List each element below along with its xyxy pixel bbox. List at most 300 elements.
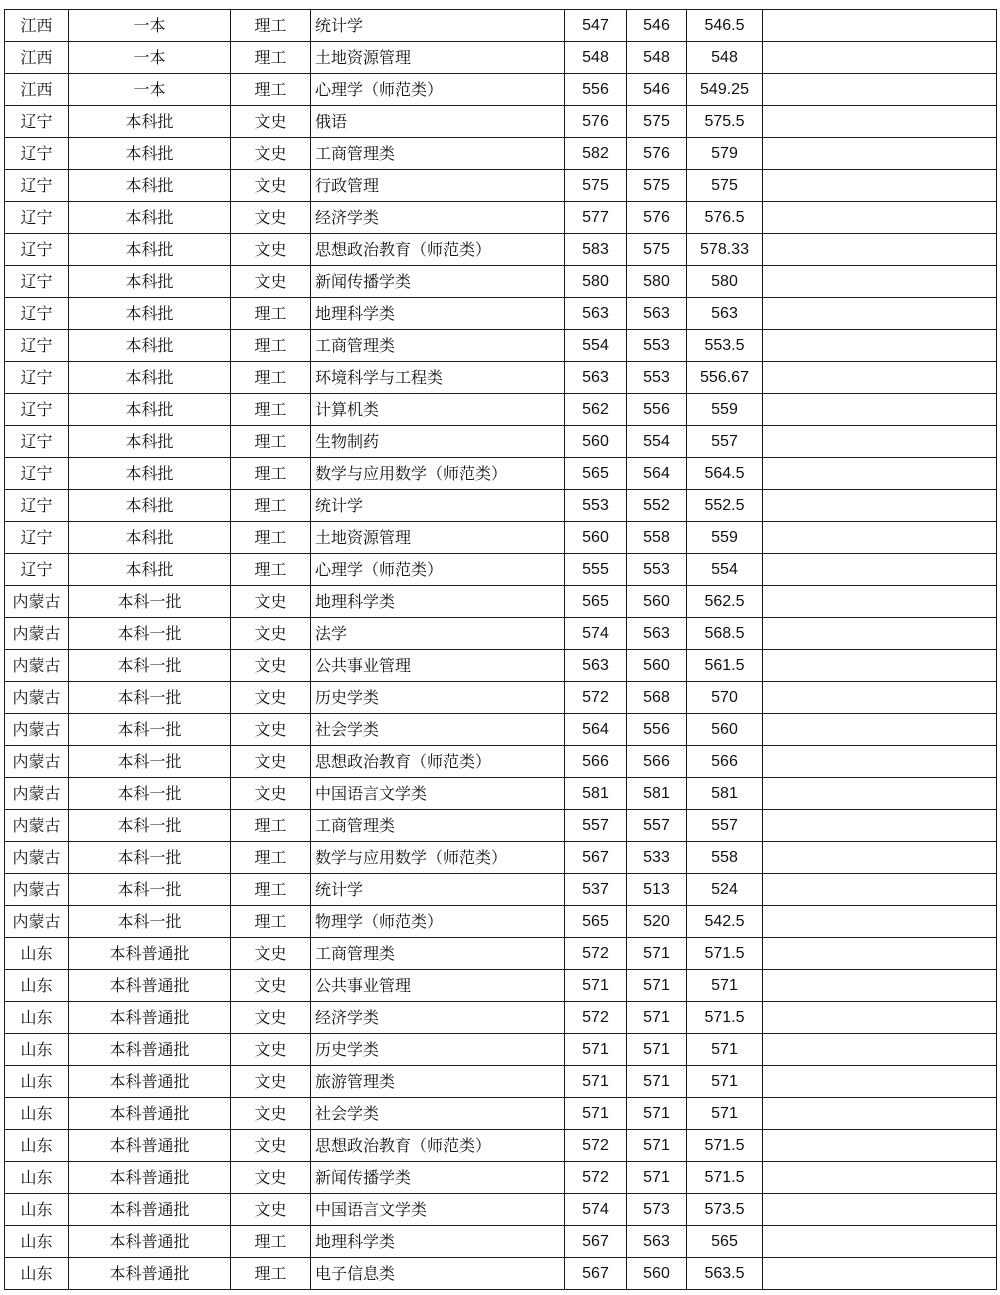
- note-cell: [763, 458, 997, 490]
- province-cell: 辽宁: [5, 298, 69, 330]
- category-cell: 文史: [231, 970, 311, 1002]
- major-cell: 心理学（师范类）: [311, 554, 565, 586]
- max-score-cell: 567: [565, 842, 627, 874]
- note-cell: [763, 1130, 997, 1162]
- batch-cell: 本科一批: [69, 650, 231, 682]
- category-cell: 文史: [231, 266, 311, 298]
- min-score-cell: 520: [627, 906, 687, 938]
- major-cell: 新闻传播学类: [311, 1162, 565, 1194]
- table-row: [5, 394, 997, 426]
- avg-score-cell: 524: [687, 874, 763, 906]
- major-cell: 工商管理类: [311, 810, 565, 842]
- category-cell: 文史: [231, 746, 311, 778]
- category-cell: 理工: [231, 906, 311, 938]
- min-score-cell: 571: [627, 938, 687, 970]
- max-score-cell: 574: [565, 1194, 627, 1226]
- major-cell: 计算机类: [311, 394, 565, 426]
- min-score-cell: 580: [627, 266, 687, 298]
- batch-cell: 本科批: [69, 522, 231, 554]
- note-cell: [763, 586, 997, 618]
- max-score-cell: 567: [565, 1258, 627, 1290]
- avg-score-cell: 571: [687, 970, 763, 1002]
- category-cell: 文史: [231, 650, 311, 682]
- max-score-cell: 572: [565, 1162, 627, 1194]
- table-body: [5, 10, 997, 1290]
- max-score-cell: 567: [565, 1226, 627, 1258]
- note-cell: [763, 810, 997, 842]
- table-row: [5, 1066, 997, 1098]
- major-cell: 心理学（师范类）: [311, 74, 565, 106]
- province-cell: 内蒙古: [5, 842, 69, 874]
- min-score-cell: 556: [627, 714, 687, 746]
- category-cell: 理工: [231, 330, 311, 362]
- avg-score-cell: 571: [687, 1098, 763, 1130]
- batch-cell: 本科批: [69, 394, 231, 426]
- max-score-cell: 571: [565, 1066, 627, 1098]
- max-score-cell: 571: [565, 970, 627, 1002]
- category-cell: 理工: [231, 490, 311, 522]
- min-score-cell: 571: [627, 1162, 687, 1194]
- category-cell: 文史: [231, 1130, 311, 1162]
- table-row: [5, 42, 997, 74]
- min-score-cell: 571: [627, 1130, 687, 1162]
- major-cell: 工商管理类: [311, 138, 565, 170]
- category-cell: 文史: [231, 106, 311, 138]
- major-cell: 思想政治教育（师范类）: [311, 1130, 565, 1162]
- note-cell: [763, 1226, 997, 1258]
- batch-cell: 本科一批: [69, 682, 231, 714]
- category-cell: 理工: [231, 1258, 311, 1290]
- table-row: [5, 714, 997, 746]
- min-score-cell: 571: [627, 1034, 687, 1066]
- avg-score-cell: 573.5: [687, 1194, 763, 1226]
- note-cell: [763, 906, 997, 938]
- province-cell: 辽宁: [5, 426, 69, 458]
- max-score-cell: 560: [565, 522, 627, 554]
- category-cell: 文史: [231, 938, 311, 970]
- table-row: [5, 938, 997, 970]
- table-row: [5, 1258, 997, 1290]
- max-score-cell: 572: [565, 938, 627, 970]
- min-score-cell: 564: [627, 458, 687, 490]
- major-cell: 电子信息类: [311, 1258, 565, 1290]
- min-score-cell: 560: [627, 650, 687, 682]
- note-cell: [763, 1034, 997, 1066]
- batch-cell: 本科一批: [69, 810, 231, 842]
- avg-score-cell: 557: [687, 810, 763, 842]
- table-row: [5, 490, 997, 522]
- min-score-cell: 575: [627, 234, 687, 266]
- avg-score-cell: 548: [687, 42, 763, 74]
- table-row: [5, 618, 997, 650]
- table-row: [5, 266, 997, 298]
- province-cell: 山东: [5, 1098, 69, 1130]
- table-row: [5, 10, 997, 42]
- province-cell: 山东: [5, 970, 69, 1002]
- province-cell: 内蒙古: [5, 618, 69, 650]
- major-cell: 经济学类: [311, 202, 565, 234]
- avg-score-cell: 571: [687, 1066, 763, 1098]
- major-cell: 地理科学类: [311, 298, 565, 330]
- major-cell: 旅游管理类: [311, 1066, 565, 1098]
- avg-score-cell: 566: [687, 746, 763, 778]
- max-score-cell: 565: [565, 906, 627, 938]
- note-cell: [763, 298, 997, 330]
- province-cell: 山东: [5, 1130, 69, 1162]
- note-cell: [763, 330, 997, 362]
- avg-score-cell: 565: [687, 1226, 763, 1258]
- min-score-cell: 573: [627, 1194, 687, 1226]
- max-score-cell: 563: [565, 362, 627, 394]
- major-cell: 思想政治教育（师范类）: [311, 746, 565, 778]
- province-cell: 辽宁: [5, 394, 69, 426]
- max-score-cell: 580: [565, 266, 627, 298]
- max-score-cell: 565: [565, 458, 627, 490]
- batch-cell: 本科批: [69, 490, 231, 522]
- avg-score-cell: 563.5: [687, 1258, 763, 1290]
- table-row: [5, 1226, 997, 1258]
- batch-cell: 本科批: [69, 330, 231, 362]
- min-score-cell: 546: [627, 74, 687, 106]
- batch-cell: 本科普通批: [69, 970, 231, 1002]
- note-cell: [763, 170, 997, 202]
- note-cell: [763, 362, 997, 394]
- min-score-cell: 513: [627, 874, 687, 906]
- avg-score-cell: 576.5: [687, 202, 763, 234]
- category-cell: 理工: [231, 1226, 311, 1258]
- avg-score-cell: 560: [687, 714, 763, 746]
- avg-score-cell: 554: [687, 554, 763, 586]
- avg-score-cell: 571.5: [687, 1130, 763, 1162]
- max-score-cell: 564: [565, 714, 627, 746]
- min-score-cell: 554: [627, 426, 687, 458]
- major-cell: 统计学: [311, 10, 565, 42]
- batch-cell: 本科普通批: [69, 1002, 231, 1034]
- category-cell: 文史: [231, 170, 311, 202]
- avg-score-cell: 580: [687, 266, 763, 298]
- category-cell: 文史: [231, 1098, 311, 1130]
- note-cell: [763, 618, 997, 650]
- table-row: [5, 746, 997, 778]
- category-cell: 理工: [231, 842, 311, 874]
- batch-cell: 一本: [69, 10, 231, 42]
- major-cell: 统计学: [311, 490, 565, 522]
- avg-score-cell: 553.5: [687, 330, 763, 362]
- min-score-cell: 575: [627, 106, 687, 138]
- note-cell: [763, 138, 997, 170]
- note-cell: [763, 266, 997, 298]
- batch-cell: 本科普通批: [69, 1162, 231, 1194]
- major-cell: 数学与应用数学（师范类）: [311, 458, 565, 490]
- province-cell: 山东: [5, 938, 69, 970]
- note-cell: [763, 970, 997, 1002]
- province-cell: 山东: [5, 1194, 69, 1226]
- min-score-cell: 560: [627, 586, 687, 618]
- province-cell: 辽宁: [5, 202, 69, 234]
- province-cell: 辽宁: [5, 362, 69, 394]
- province-cell: 辽宁: [5, 170, 69, 202]
- min-score-cell: 553: [627, 330, 687, 362]
- min-score-cell: 576: [627, 202, 687, 234]
- max-score-cell: 557: [565, 810, 627, 842]
- avg-score-cell: 562.5: [687, 586, 763, 618]
- major-cell: 社会学类: [311, 714, 565, 746]
- avg-score-cell: 563: [687, 298, 763, 330]
- province-cell: 辽宁: [5, 554, 69, 586]
- batch-cell: 本科普通批: [69, 1034, 231, 1066]
- table-row: [5, 650, 997, 682]
- note-cell: [763, 106, 997, 138]
- batch-cell: 一本: [69, 74, 231, 106]
- note-cell: [763, 714, 997, 746]
- avg-score-cell: 575: [687, 170, 763, 202]
- max-score-cell: 572: [565, 682, 627, 714]
- table-row: [5, 1130, 997, 1162]
- province-cell: 江西: [5, 10, 69, 42]
- batch-cell: 本科普通批: [69, 1098, 231, 1130]
- category-cell: 文史: [231, 714, 311, 746]
- table-row: [5, 106, 997, 138]
- batch-cell: 本科批: [69, 106, 231, 138]
- category-cell: 理工: [231, 810, 311, 842]
- note-cell: [763, 490, 997, 522]
- major-cell: 工商管理类: [311, 330, 565, 362]
- major-cell: 中国语言文学类: [311, 1194, 565, 1226]
- major-cell: 经济学类: [311, 1002, 565, 1034]
- table-row: [5, 810, 997, 842]
- table-row: [5, 170, 997, 202]
- province-cell: 辽宁: [5, 106, 69, 138]
- batch-cell: 本科普通批: [69, 1130, 231, 1162]
- batch-cell: 一本: [69, 42, 231, 74]
- major-cell: 中国语言文学类: [311, 778, 565, 810]
- admission-score-table: [4, 9, 997, 1290]
- category-cell: 文史: [231, 618, 311, 650]
- min-score-cell: 563: [627, 298, 687, 330]
- max-score-cell: 571: [565, 1034, 627, 1066]
- province-cell: 辽宁: [5, 490, 69, 522]
- batch-cell: 本科批: [69, 234, 231, 266]
- table-row: [5, 522, 997, 554]
- avg-score-cell: 568.5: [687, 618, 763, 650]
- table-row: [5, 458, 997, 490]
- min-score-cell: 533: [627, 842, 687, 874]
- max-score-cell: 566: [565, 746, 627, 778]
- batch-cell: 本科一批: [69, 778, 231, 810]
- max-score-cell: 576: [565, 106, 627, 138]
- avg-score-cell: 570: [687, 682, 763, 714]
- avg-score-cell: 559: [687, 394, 763, 426]
- note-cell: [763, 522, 997, 554]
- avg-score-cell: 571.5: [687, 1162, 763, 1194]
- category-cell: 理工: [231, 522, 311, 554]
- category-cell: 理工: [231, 554, 311, 586]
- table-row: [5, 906, 997, 938]
- batch-cell: 本科一批: [69, 746, 231, 778]
- avg-score-cell: 575.5: [687, 106, 763, 138]
- major-cell: 俄语: [311, 106, 565, 138]
- avg-score-cell: 571: [687, 1034, 763, 1066]
- note-cell: [763, 938, 997, 970]
- province-cell: 内蒙古: [5, 650, 69, 682]
- major-cell: 物理学（师范类）: [311, 906, 565, 938]
- avg-score-cell: 552.5: [687, 490, 763, 522]
- max-score-cell: 577: [565, 202, 627, 234]
- table-row: [5, 138, 997, 170]
- province-cell: 内蒙古: [5, 586, 69, 618]
- major-cell: 法学: [311, 618, 565, 650]
- major-cell: 新闻传播学类: [311, 266, 565, 298]
- min-score-cell: 571: [627, 1066, 687, 1098]
- avg-score-cell: 549.25: [687, 74, 763, 106]
- note-cell: [763, 42, 997, 74]
- province-cell: 内蒙古: [5, 682, 69, 714]
- table-row: [5, 330, 997, 362]
- table-row: [5, 298, 997, 330]
- max-score-cell: 548: [565, 42, 627, 74]
- batch-cell: 本科一批: [69, 618, 231, 650]
- major-cell: 行政管理: [311, 170, 565, 202]
- max-score-cell: 547: [565, 10, 627, 42]
- batch-cell: 本科普通批: [69, 1226, 231, 1258]
- category-cell: 理工: [231, 42, 311, 74]
- table-row: [5, 426, 997, 458]
- min-score-cell: 548: [627, 42, 687, 74]
- avg-score-cell: 561.5: [687, 650, 763, 682]
- min-score-cell: 563: [627, 618, 687, 650]
- avg-score-cell: 578.33: [687, 234, 763, 266]
- table-row: [5, 586, 997, 618]
- category-cell: 文史: [231, 1194, 311, 1226]
- province-cell: 山东: [5, 1066, 69, 1098]
- batch-cell: 本科普通批: [69, 938, 231, 970]
- note-cell: [763, 1098, 997, 1130]
- batch-cell: 本科批: [69, 170, 231, 202]
- batch-cell: 本科普通批: [69, 1258, 231, 1290]
- note-cell: [763, 778, 997, 810]
- note-cell: [763, 10, 997, 42]
- province-cell: 辽宁: [5, 138, 69, 170]
- max-score-cell: 581: [565, 778, 627, 810]
- category-cell: 理工: [231, 426, 311, 458]
- major-cell: 地理科学类: [311, 1226, 565, 1258]
- batch-cell: 本科批: [69, 554, 231, 586]
- province-cell: 江西: [5, 74, 69, 106]
- major-cell: 数学与应用数学（师范类）: [311, 842, 565, 874]
- max-score-cell: 556: [565, 74, 627, 106]
- table-row: [5, 842, 997, 874]
- min-score-cell: 563: [627, 1226, 687, 1258]
- note-cell: [763, 1194, 997, 1226]
- category-cell: 文史: [231, 1066, 311, 1098]
- note-cell: [763, 650, 997, 682]
- major-cell: 社会学类: [311, 1098, 565, 1130]
- table-row: [5, 554, 997, 586]
- province-cell: 内蒙古: [5, 810, 69, 842]
- batch-cell: 本科批: [69, 458, 231, 490]
- max-score-cell: 565: [565, 586, 627, 618]
- note-cell: [763, 1002, 997, 1034]
- province-cell: 山东: [5, 1162, 69, 1194]
- batch-cell: 本科普通批: [69, 1066, 231, 1098]
- note-cell: [763, 746, 997, 778]
- avg-score-cell: 558: [687, 842, 763, 874]
- category-cell: 文史: [231, 234, 311, 266]
- note-cell: [763, 874, 997, 906]
- min-score-cell: 553: [627, 554, 687, 586]
- major-cell: 历史学类: [311, 682, 565, 714]
- max-score-cell: 572: [565, 1002, 627, 1034]
- min-score-cell: 566: [627, 746, 687, 778]
- batch-cell: 本科一批: [69, 874, 231, 906]
- batch-cell: 本科批: [69, 426, 231, 458]
- province-cell: 内蒙古: [5, 874, 69, 906]
- major-cell: 统计学: [311, 874, 565, 906]
- category-cell: 文史: [231, 1034, 311, 1066]
- max-score-cell: 582: [565, 138, 627, 170]
- min-score-cell: 552: [627, 490, 687, 522]
- province-cell: 辽宁: [5, 522, 69, 554]
- min-score-cell: 556: [627, 394, 687, 426]
- note-cell: [763, 426, 997, 458]
- min-score-cell: 553: [627, 362, 687, 394]
- min-score-cell: 575: [627, 170, 687, 202]
- note-cell: [763, 842, 997, 874]
- min-score-cell: 546: [627, 10, 687, 42]
- table-row: [5, 202, 997, 234]
- table-row: [5, 874, 997, 906]
- major-cell: 环境科学与工程类: [311, 362, 565, 394]
- major-cell: 历史学类: [311, 1034, 565, 1066]
- category-cell: 理工: [231, 874, 311, 906]
- table-row: [5, 1002, 997, 1034]
- max-score-cell: 555: [565, 554, 627, 586]
- batch-cell: 本科一批: [69, 586, 231, 618]
- province-cell: 山东: [5, 1258, 69, 1290]
- max-score-cell: 563: [565, 650, 627, 682]
- note-cell: [763, 554, 997, 586]
- note-cell: [763, 74, 997, 106]
- avg-score-cell: 579: [687, 138, 763, 170]
- table-row: [5, 1162, 997, 1194]
- max-score-cell: 562: [565, 394, 627, 426]
- category-cell: 理工: [231, 362, 311, 394]
- max-score-cell: 537: [565, 874, 627, 906]
- avg-score-cell: 542.5: [687, 906, 763, 938]
- min-score-cell: 568: [627, 682, 687, 714]
- province-cell: 山东: [5, 1226, 69, 1258]
- note-cell: [763, 394, 997, 426]
- major-cell: 生物制药: [311, 426, 565, 458]
- max-score-cell: 563: [565, 298, 627, 330]
- note-cell: [763, 1066, 997, 1098]
- avg-score-cell: 571.5: [687, 1002, 763, 1034]
- category-cell: 理工: [231, 394, 311, 426]
- min-score-cell: 571: [627, 1002, 687, 1034]
- province-cell: 内蒙古: [5, 906, 69, 938]
- province-cell: 辽宁: [5, 330, 69, 362]
- table-row: [5, 1034, 997, 1066]
- min-score-cell: 557: [627, 810, 687, 842]
- category-cell: 文史: [231, 778, 311, 810]
- min-score-cell: 581: [627, 778, 687, 810]
- category-cell: 文史: [231, 202, 311, 234]
- category-cell: 理工: [231, 298, 311, 330]
- min-score-cell: 576: [627, 138, 687, 170]
- batch-cell: 本科批: [69, 202, 231, 234]
- note-cell: [763, 682, 997, 714]
- province-cell: 辽宁: [5, 458, 69, 490]
